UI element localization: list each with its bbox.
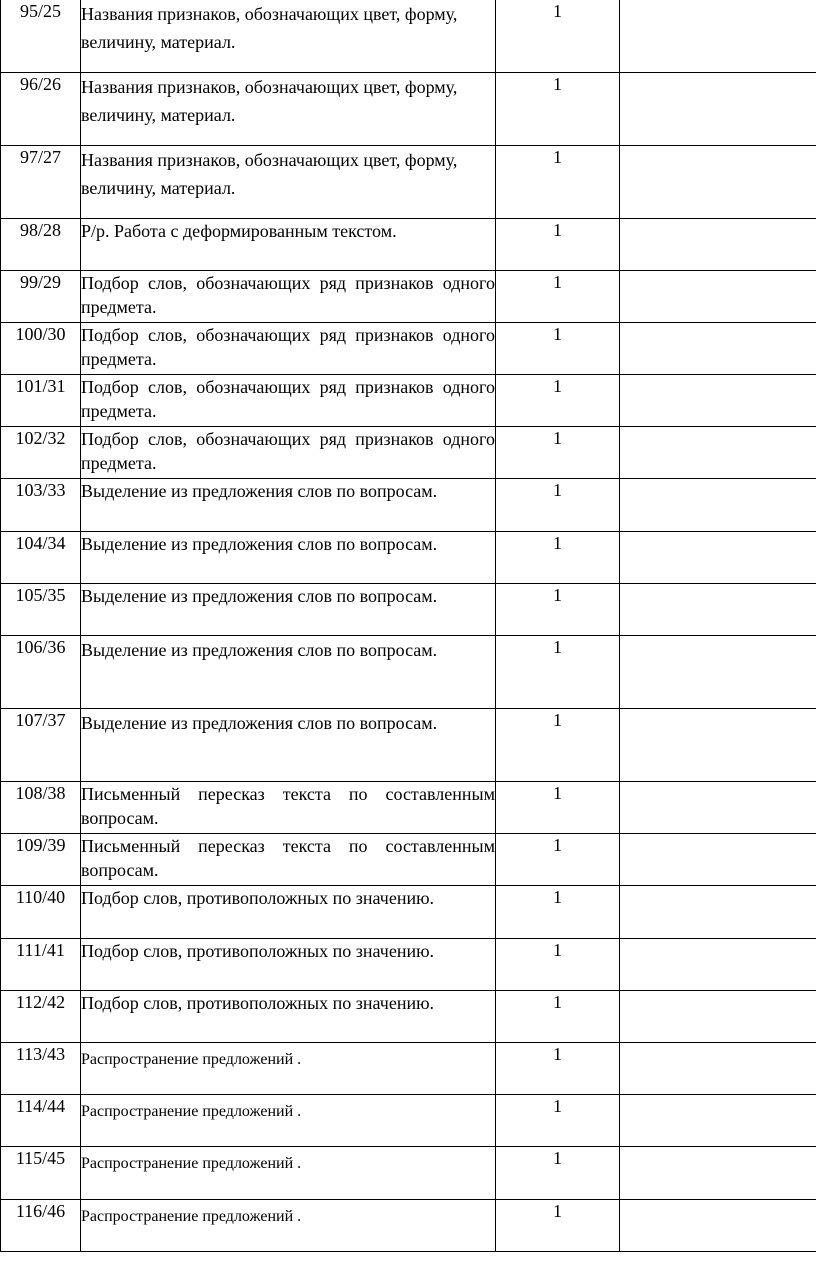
lesson-hours: 1 bbox=[496, 991, 620, 1043]
lesson-hours: 1 bbox=[496, 271, 620, 323]
lesson-number: 99/29 bbox=[1, 271, 81, 323]
lesson-extra bbox=[620, 834, 816, 886]
table-row bbox=[1, 886, 816, 939]
lesson-extra bbox=[620, 782, 816, 834]
table-row bbox=[1, 1043, 816, 1095]
lesson-number: 104/34 bbox=[1, 532, 81, 584]
lesson-hours: 1 bbox=[496, 709, 620, 782]
table-row bbox=[1, 636, 816, 709]
lesson-number: 113/43 bbox=[1, 1043, 81, 1095]
lesson-extra bbox=[620, 146, 816, 219]
lesson-number: 109/39 bbox=[1, 834, 81, 886]
lesson-hours: 1 bbox=[496, 939, 620, 991]
lesson-extra bbox=[620, 73, 816, 146]
lesson-topic: Распространение предложений . bbox=[81, 1147, 496, 1200]
lesson-topic: Подбор слов, противоположных по значению. bbox=[81, 991, 496, 1043]
lesson-number: 107/37 bbox=[1, 709, 81, 782]
lesson-topic: Выделение из предложения слов по вопросам. bbox=[81, 636, 496, 709]
lesson-hours: 1 bbox=[496, 427, 620, 479]
lesson-extra bbox=[620, 1147, 816, 1200]
lesson-topic: Выделение из предложения слов по вопросам. bbox=[81, 479, 496, 532]
lesson-topic: Выделение из предложения слов по вопросам. bbox=[81, 532, 496, 584]
table-row bbox=[1, 1147, 816, 1200]
table-row bbox=[1, 532, 816, 584]
lesson-topic: Р/р. Работа с деформированным текстом. bbox=[81, 219, 496, 271]
table-row bbox=[1, 146, 816, 219]
lesson-number: 115/45 bbox=[1, 1147, 81, 1200]
lesson-extra bbox=[620, 1200, 816, 1252]
lesson-hours: 1 bbox=[496, 636, 620, 709]
lesson-number: 100/30 bbox=[1, 323, 81, 375]
table-row bbox=[1, 991, 816, 1043]
lesson-number: 98/28 bbox=[1, 219, 81, 271]
lesson-extra bbox=[620, 375, 816, 427]
lesson-number: 112/42 bbox=[1, 991, 81, 1043]
lesson-extra bbox=[620, 479, 816, 532]
lesson-extra bbox=[620, 0, 816, 73]
lesson-hours: 1 bbox=[496, 479, 620, 532]
lesson-extra bbox=[620, 532, 816, 584]
lesson-extra bbox=[620, 991, 816, 1043]
lesson-number: 96/26 bbox=[1, 73, 81, 146]
lesson-extra bbox=[620, 886, 816, 939]
lesson-hours: 1 bbox=[496, 146, 620, 219]
lesson-number: 106/36 bbox=[1, 636, 81, 709]
lesson-number: 108/38 bbox=[1, 782, 81, 834]
lesson-extra bbox=[620, 323, 816, 375]
table-row bbox=[1, 73, 816, 146]
lesson-number: 101/31 bbox=[1, 375, 81, 427]
table-row bbox=[1, 375, 816, 427]
lesson-number: 95/25 bbox=[1, 0, 81, 73]
lesson-topic: Подбор слов, противоположных по значению. bbox=[81, 886, 496, 939]
lesson-extra bbox=[620, 709, 816, 782]
lesson-number: 97/27 bbox=[1, 146, 81, 219]
table-row bbox=[1, 427, 816, 479]
lesson-hours: 1 bbox=[496, 584, 620, 636]
lesson-extra bbox=[620, 271, 816, 323]
table-row bbox=[1, 479, 816, 532]
lesson-topic: Распространение предложений . bbox=[81, 1200, 496, 1252]
lesson-extra bbox=[620, 939, 816, 991]
table-row bbox=[1, 323, 816, 375]
lesson-topic: Письменный пересказ текста по составленным вопросам. bbox=[81, 834, 496, 886]
lesson-hours: 1 bbox=[496, 782, 620, 834]
table-row bbox=[1, 782, 816, 834]
table-row bbox=[1, 219, 816, 271]
table-row bbox=[1, 1095, 816, 1147]
lesson-hours: 1 bbox=[496, 1200, 620, 1252]
table-row bbox=[1, 0, 816, 73]
lesson-number: 116/46 bbox=[1, 1200, 81, 1252]
lesson-hours: 1 bbox=[496, 219, 620, 271]
lesson-hours: 1 bbox=[496, 886, 620, 939]
lesson-hours: 1 bbox=[496, 73, 620, 146]
lesson-hours: 1 bbox=[496, 375, 620, 427]
table-row bbox=[1, 1200, 816, 1252]
table-row bbox=[1, 271, 816, 323]
lesson-hours: 1 bbox=[496, 0, 620, 73]
lesson-extra bbox=[620, 1043, 816, 1095]
lesson-number: 105/35 bbox=[1, 584, 81, 636]
lesson-extra bbox=[620, 584, 816, 636]
lesson-topic: Выделение из предложения слов по вопросам. bbox=[81, 584, 496, 636]
table-row bbox=[1, 584, 816, 636]
lesson-hours: 1 bbox=[496, 1147, 620, 1200]
lesson-hours: 1 bbox=[496, 1043, 620, 1095]
lesson-number: 111/41 bbox=[1, 939, 81, 991]
lesson-topic: Подбор слов, обозначающих ряд признаков одного предмета. bbox=[81, 271, 496, 323]
lesson-topic: Подбор слов, обозначающих ряд признаков одного предмета. bbox=[81, 375, 496, 427]
lesson-topic: Выделение из предложения слов по вопросам. bbox=[81, 709, 496, 782]
lesson-topic: Названия признаков, обозначающих цвет, форму, величину, материал. bbox=[81, 0, 496, 73]
lesson-number: 103/33 bbox=[1, 479, 81, 532]
lesson-number: 102/32 bbox=[1, 427, 81, 479]
lesson-topic: Подбор слов, обозначающих ряд признаков одного предмета. bbox=[81, 323, 496, 375]
lesson-extra bbox=[620, 636, 816, 709]
lesson-topic: Названия признаков, обозначающих цвет, форму, величину, материал. bbox=[81, 146, 496, 219]
lesson-number: 110/40 bbox=[1, 886, 81, 939]
lesson-extra bbox=[620, 1095, 816, 1147]
lesson-topic: Распространение предложений . bbox=[81, 1043, 496, 1095]
lesson-hours: 1 bbox=[496, 323, 620, 375]
lesson-topic: Подбор слов, противоположных по значению. bbox=[81, 939, 496, 991]
table-row bbox=[1, 709, 816, 782]
lesson-topic: Названия признаков, обозначающих цвет, форму, величину, материал. bbox=[81, 73, 496, 146]
lesson-topic: Подбор слов, обозначающих ряд признаков одного предмета. bbox=[81, 427, 496, 479]
lesson-topic: Письменный пересказ текста по составленным вопросам. bbox=[81, 782, 496, 834]
lesson-hours: 1 bbox=[496, 1095, 620, 1147]
lesson-topic: Распространение предложений . bbox=[81, 1095, 496, 1147]
table-row bbox=[1, 939, 816, 991]
lesson-extra bbox=[620, 219, 816, 271]
lesson-hours: 1 bbox=[496, 532, 620, 584]
lesson-hours: 1 bbox=[496, 834, 620, 886]
table-row bbox=[1, 834, 816, 886]
lesson-number: 114/44 bbox=[1, 1095, 81, 1147]
lesson-extra bbox=[620, 427, 816, 479]
